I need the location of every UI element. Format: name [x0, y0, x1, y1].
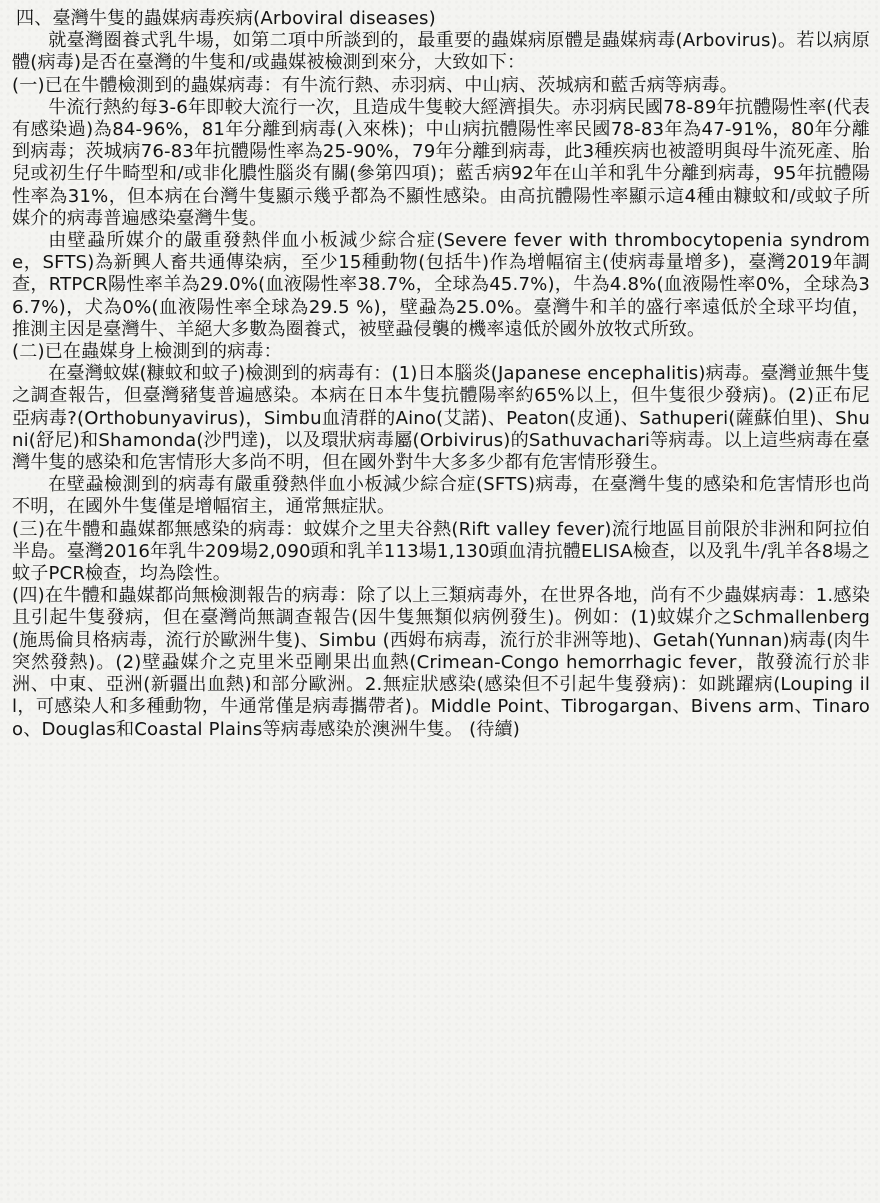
section-title: 四、臺灣牛隻的蟲媒病毒疾病(Arboviral diseases) [16, 8, 436, 29]
section-1-paragraph-1: 牛流行熱約每3-6年即較大流行一次，且造成牛隻較大經濟損失。赤羽病民國78-89年抗體陽性率(代表有感染過)為84-96%，81年分離到病毒(入來株)；中山病抗體陽性率民國78-83年為47-91%，80年分離到病毒；茨城病76-83年抗體陽性率為25-90%，79年分離到病毒，此3種疾病也被證明與母牛流死產、胎兒或初生仔牛畸型和/或非化膿性腦炎有關(參第四項)；藍舌病92年在山羊和乳牛分離到病毒，95年抗體陽性率為31%，但本病在台灣牛隻顯示幾乎都為不顯性感染。由高抗體陽性率顯示這4種由糠蚊和/或蚊子所媒介的病毒普遍感染臺灣牛隻。 [12, 96, 870, 229]
section-4-paragraph: (四)在牛體和蟲媒都尚無檢測報告的病毒：除了以上三類病毒外，在世界各地，尚有不少蟲媒病毒：1.感染且引起牛隻發病，但在臺灣尚無調查報告(因牛隻無類似病例發生)。例如：(1)蚊媒介之Schmallenberg (施馬倫貝格病毒，流行於歐洲牛隻)、Simbu (西姆布病毒，流行於非洲等地)、Getah(Yunnan)病毒(肉牛突然發熱)。(2)壁蝨媒介之克里米亞剛果出血熱(Crimean-Congo hemorrhagic fever，散發流行於非洲、中東、亞洲(新疆出血熱)和部分歐洲。2.無症狀感染(感染但不引起牛隻發病)：如跳躍病(Louping ill，可感染人和多種動物，牛通常僅是病毒攜帶者)。Middle Point、Tibrogargan、Bivens arm、Tinaroo、Douglas和Coastal Plains等病毒感染於澳洲牛隻。 (待續) [12, 585, 870, 740]
intro-paragraph: 就臺灣圈養式乳牛場，如第二項中所談到的，最重要的蟲媒病原體是蟲媒病毒(Arbovirus)。若以病原體(病毒)是否在臺灣的牛隻和/或蟲媒被檢測到來分，大致如下： [12, 30, 870, 74]
section-2-paragraph-1: 在臺灣蚊媒(糠蚊和蚊子)檢測到的病毒有：(1)日本腦炎(Japanese encephalitis)病毒。臺灣並無牛隻之調查報告，但臺灣豬隻普遍感染。本病在日本牛隻抗體陽率約65%以上，但牛隻很少發病)。(2)正布尼亞病毒?(Orthobunyavirus)，Simbu血清群的Aino(艾諾)、Peaton(皮通)、Sathuperi(薩蘇伯里)、Shuni(舒尼)和Shamonda(沙門達)，以及環狀病毒屬(Orbivirus)的Sathuvachari等病毒。以上這些病毒在臺灣牛隻的感染和危害情形大多尚不明，但在國外對牛大多多少都有危害情形發生。 [12, 363, 870, 474]
section-2-paragraph-2: 在壁蝨檢測到的病毒有嚴重發熱伴血小板減少綜合症(SFTS)病毒，在臺灣牛隻的感染和危害情形也尚不明，在國外牛隻僅是增幅宿主，通常無症狀。 [12, 474, 870, 518]
section-1-paragraph-2: 由壁蝨所媒介的嚴重發熱伴血小板減少綜合症(Severe fever with thrombocytopenia syndrome，SFTS)為新興人畜共通傳染病，至少15種動物(包括牛)作為增幅宿主(使病毒量增多)，臺灣2019年調查，RTPCR陽性率羊為29.0%(血液陽性率38.7%，全球為45.7%)，牛為4.8%(血液陽性率0%，全球為36.7%)，犬為0%(血液陽性率全球為29.5 %)，壁蝨為25.0%。臺灣牛和羊的盛行率遠低於全球平均值，推測主因是臺灣牛、羊絕大多數為圈養式，被壁蝨侵襲的機率遠低於國外放牧式所致。 [12, 230, 870, 340]
section-3-paragraph: (三)在牛體和蟲媒都無感染的病毒：蚊媒介之里夫谷熱(Rift valley fever)流行地區目前限於非洲和阿拉伯半島。臺灣2016年乳牛209場2,090頭和乳羊113場1,130頭血清抗體ELISA檢查，以及乳牛/乳羊各8場之蚊子PCR檢查，均為陰性。 [12, 518, 870, 585]
section-1-heading: (一)已在牛體檢測到的蟲媒病毒：有牛流行熱、赤羽病、中山病、茨城病和藍舌病等病毒。 [12, 74, 738, 96]
section-2-heading: (二)已在蟲媒身上檢測到的病毒： [12, 341, 282, 363]
